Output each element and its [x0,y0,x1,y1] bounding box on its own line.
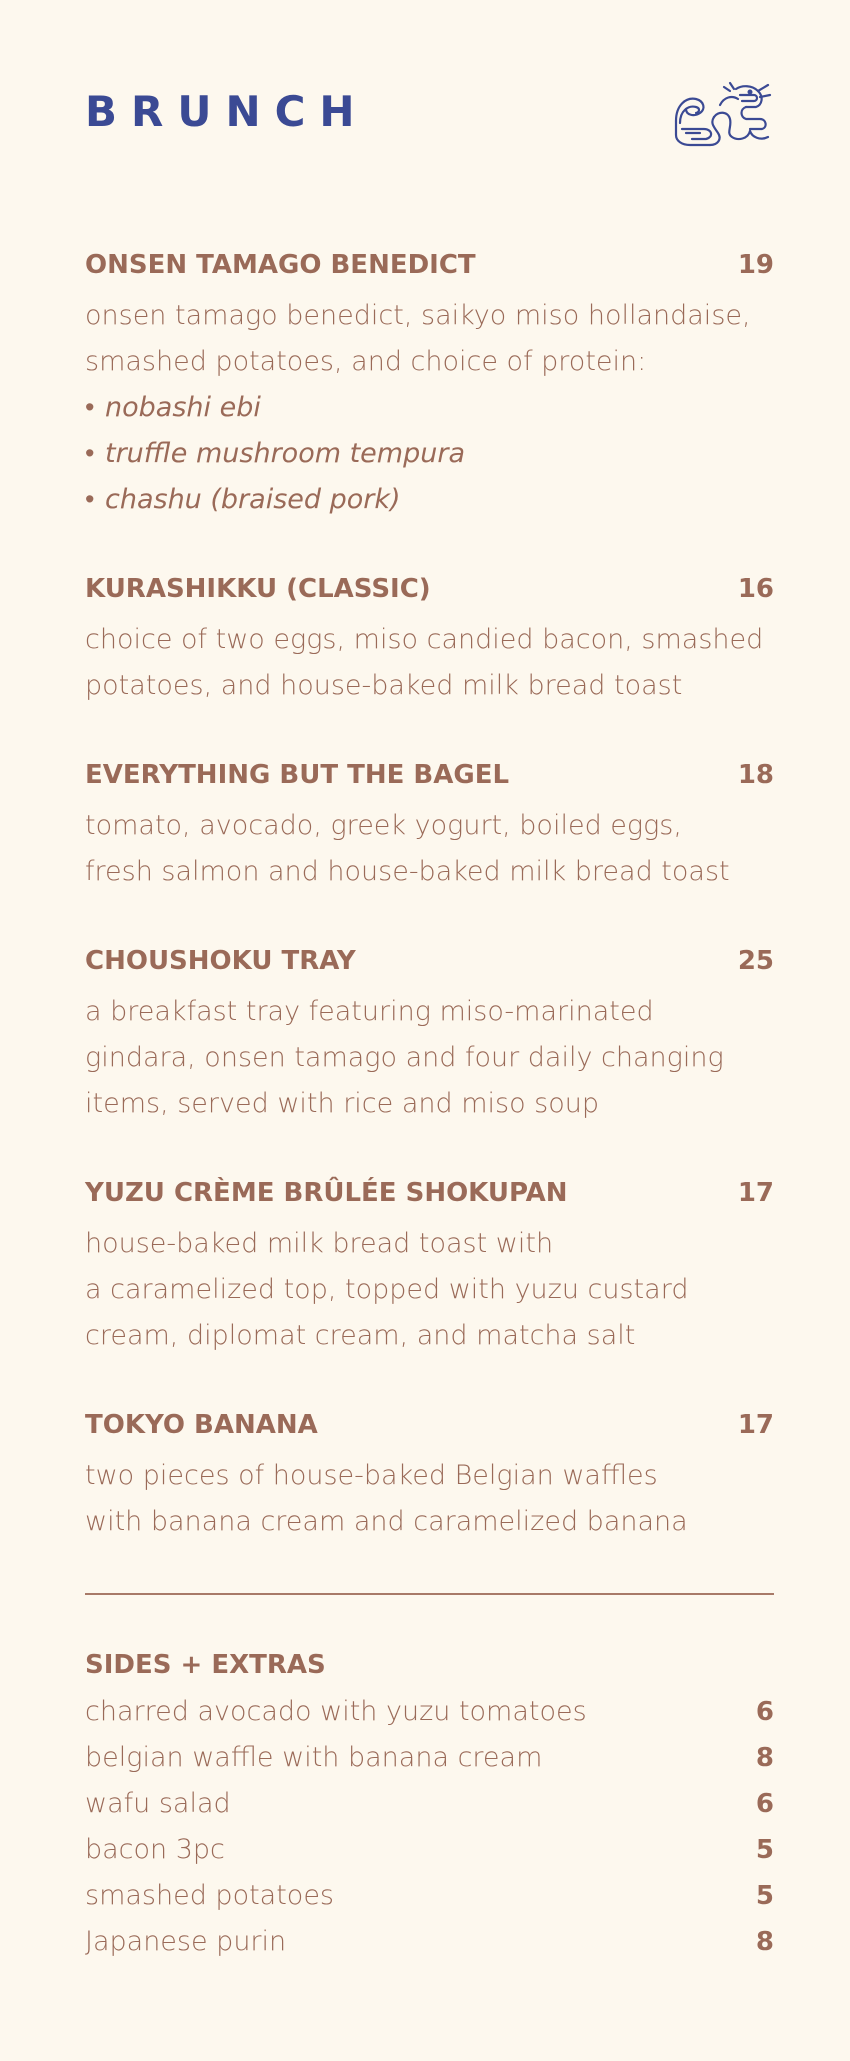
item-name: EVERYTHING BUT THE BAGEL [85,760,510,790]
side-name: wafu salad [85,1788,231,1819]
sides-section [85,1647,774,1965]
item-name: ONSEN TAMAGO BENEDICT [85,250,476,280]
menu-item [85,571,774,709]
item-name: CHOUSHOKU TRAY [85,946,356,976]
side-price: 8 [755,1743,774,1773]
item-description: onsen tamago benedict, saikyo miso hollandaise, smashed potatoes, and choice of protein: • nobashi ebi • truffle mushroom tempura • chashu (braised pork) [85,293,774,523]
item-price: 25 [737,946,774,976]
item-price: 19 [737,250,774,280]
item-price: 17 [737,1178,774,1208]
side-name: charred avocado with yuzu tomatoes [85,1696,587,1727]
item-price: 16 [737,574,774,604]
sides-title: SIDES + EXTRAS [85,1650,326,1680]
item-price: 17 [737,1410,774,1440]
item-name: KURASHIKKU (CLASSIC) [85,574,431,604]
item-description: two pieces of house-baked Belgian waffles with banana cream and caramelized banana [85,1460,688,1537]
item-description: choice of two eggs, miso candied bacon, smashed potatoes, and house-baked milk bread toast [85,624,764,701]
side-price: 5 [755,1881,774,1911]
side-price: 6 [755,1789,774,1819]
option-item: • chashu (braised pork) [85,477,774,523]
side-price: 6 [755,1697,774,1727]
menu-item [85,943,774,1127]
side-item [85,1873,774,1919]
side-price: 8 [755,1927,774,1957]
side-item [85,1735,774,1781]
side-item [85,1919,774,1965]
dragon-icon [670,75,774,151]
item-name: TOKYO BANANA [85,1410,318,1440]
item-description: house-baked milk bread toast with a caramelized top, topped with yuzu custard cream, diplomat cream, and matcha salt [85,1228,689,1351]
side-name: smashed potatoes [85,1880,334,1911]
protein-options [85,385,774,523]
item-name: YUZU CRÈME BRÛLÉE SHOKUPAN [85,1178,568,1208]
menu-item [85,1175,774,1359]
menu-list [85,247,774,1965]
menu-item [85,1407,774,1545]
item-description: a breakfast tray featuring miso-marinated gindara, onsen tamago and four daily changing items, served with rice and miso soup [85,996,724,1119]
side-name: Japanese purin [85,1926,287,1957]
menu-header [85,75,774,155]
section-divider [85,1593,774,1595]
side-name: bacon 3pc [85,1834,225,1865]
side-item [85,1781,774,1827]
menu-item [85,247,774,523]
side-item [85,1827,774,1873]
option-item: • truffle mushroom tempura [85,431,774,477]
item-description: tomato, avocado, greek yogurt, boiled eggs, fresh salmon and house-baked milk bread toast [85,810,730,887]
option-item: • nobashi ebi [85,385,774,431]
page-title: BRUNCH [85,87,369,136]
side-name: belgian waffle with banana cream [85,1742,543,1773]
side-price: 5 [755,1835,774,1865]
side-item [85,1689,774,1735]
item-price: 18 [737,760,774,790]
menu-item [85,757,774,895]
